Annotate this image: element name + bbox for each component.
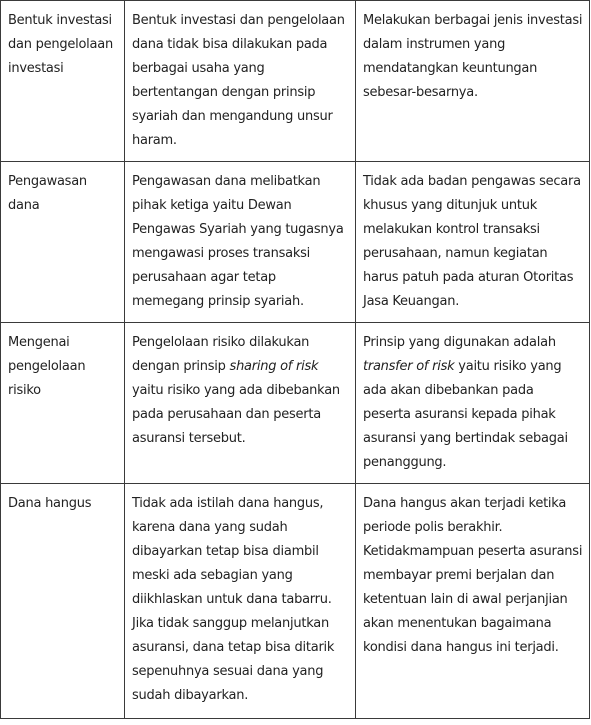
syariah-text [132, 492, 349, 708]
konvensional-text [363, 331, 583, 475]
text-run: Pengawasan dana melibatkan pihak ketiga yaitu Dewan Pengawas Syariah yang tugasnya mengawasi proses transaksi perusahaan agar tetap memegang prinsip syariah. [132, 174, 344, 309]
syariah-cell [125, 1, 356, 162]
text-run: Tidak ada istilah dana hangus, karena dana yang sudah dibayarkan tetap bisa diambil meski ada sebagian yang diikhlaskan untuk dana tabarru. Jika tidak sanggup melanjutkan asuransi, dana tetap bisa ditarik sepenuhnya sesuai dana yang sudah dibayarkan. [132, 496, 335, 703]
konvensional-cell [356, 484, 590, 719]
text-run: Melakukan berbagai jenis investasi dalam instrumen yang mendatangkan keuntungan sebesar-besarnya. [363, 13, 583, 100]
konvensional-cell [356, 162, 590, 323]
text-run: Pengelolaan risiko dilakukan dengan prinsip [132, 335, 310, 374]
aspect-cell [1, 162, 125, 323]
table-row [1, 162, 590, 323]
aspect-label: Mengenai pengelolaan risiko [8, 335, 86, 398]
aspect-label: Bentuk investasi dan pengelolaan investasi [8, 13, 113, 76]
konvensional-text [363, 170, 583, 314]
text-run: yaitu risiko yang ada akan dibebankan pada peserta asuransi kepada pihak asuransi yang bertindak sebagai penanggung. [363, 359, 568, 470]
text-run: Tidak ada badan pengawas secara khusus yang ditunjuk untuk melakukan kontrol transaksi perusahaan, namun kegiatan harus patuh pada aturan Otoritas Jasa Keuangan. [363, 174, 581, 309]
italic-term: transfer of risk [363, 359, 455, 374]
italic-term: sharing of risk [229, 359, 319, 374]
syariah-text [132, 331, 349, 451]
syariah-text [132, 9, 349, 153]
konvensional-cell [356, 323, 590, 484]
aspect-cell [1, 323, 125, 484]
konvensional-text [363, 492, 583, 660]
konvensional-text [363, 9, 583, 105]
text-run: Bentuk investasi dan pengelolaan dana tidak bisa dilakukan pada berbagai usaha yang bertentangan dengan prinsip syariah dan mengandung unsur haram. [132, 13, 345, 148]
aspect-label: Pengawasan dana [8, 174, 87, 213]
text-run: Prinsip yang digunakan adalah [363, 335, 556, 350]
aspect-cell [1, 1, 125, 162]
text-run: Dana hangus akan terjadi ketika periode polis berakhir. Ketidakmampuan peserta asuransi membayar premi berjalan dan ketentuan lain di awal perjanjian akan menentukan bagaimana kondisi dana hangus ini terjadi. [363, 496, 583, 655]
table-row [1, 323, 590, 484]
syariah-cell [125, 323, 356, 484]
aspect-cell [1, 484, 125, 719]
syariah-cell [125, 162, 356, 323]
konvensional-cell [356, 1, 590, 162]
syariah-text [132, 170, 349, 314]
table-row [1, 484, 590, 719]
table-row [1, 1, 590, 162]
text-run: yaitu risiko yang ada dibebankan pada perusahaan dan peserta asuransi tersebut. [132, 383, 340, 446]
syariah-cell [125, 484, 356, 719]
aspect-label: Dana hangus [8, 496, 92, 511]
